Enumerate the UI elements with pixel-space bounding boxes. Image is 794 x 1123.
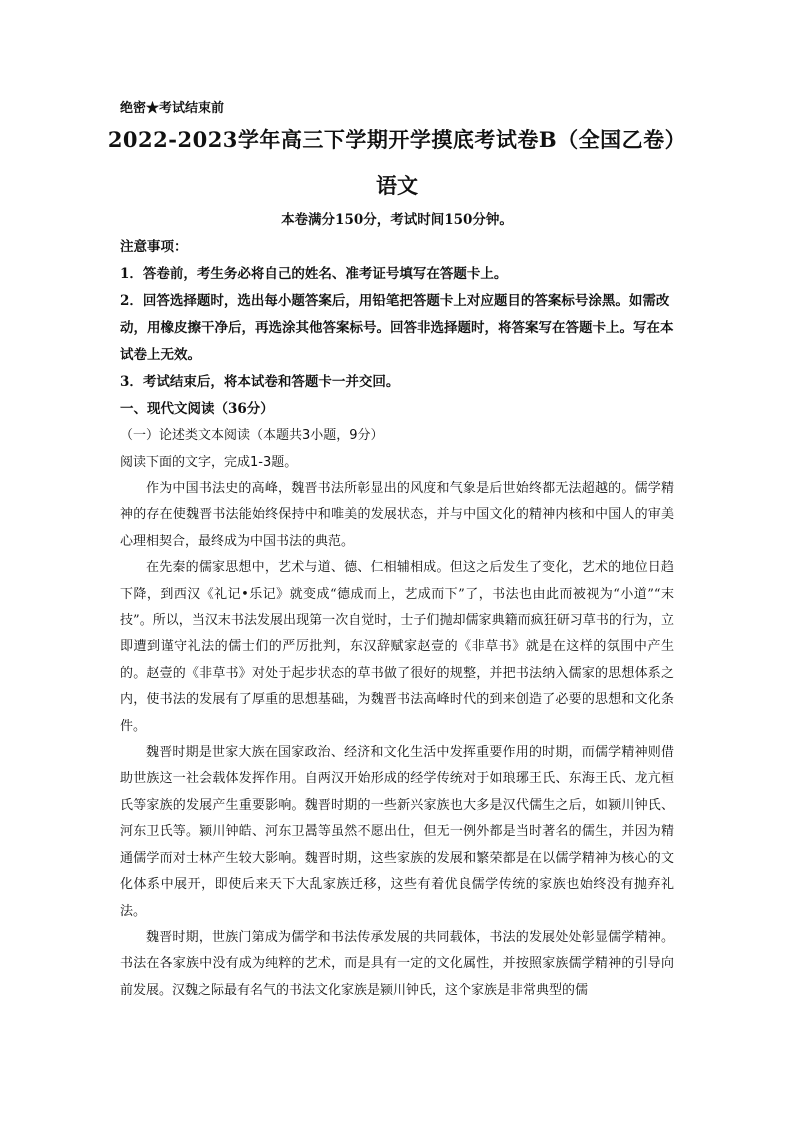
passage-paragraph: 魏晋时期是世家大族在国家政治、经济和文化生活中发挥重要作用的时期，而儒学精神则借助世族这一社会载体发挥作用。自两汉开始形成的经学传统对于如琅琊王氏、东海王氏、龙亢桓氏等家族的发展产生重要影响。魏晋时期的一些新兴家族也大多是汉代儒生之后，如颍川钟氏、河东卫氏等。颍川钟皓、河东卫暠等虽然不愿出仕，但无一例外都是当时著名的儒生，并因为精通儒学而对士林产生较大影响。魏晋时期，这些家族的发展和繁荣都是在以儒学精神为核心的文化体系中展开，即使后来天下大乱家族迁移，这些有着优良儒学传统的家族也始终没有抛弃礼法。 — [120, 745, 674, 919]
notes-heading: 注意事项： — [120, 239, 188, 255]
reading-instruction: 阅读下面的文字，完成1-3题。 — [120, 455, 298, 470]
part-title: 一、现代文阅读（36分） — [120, 401, 274, 417]
passage-paragraph: 在先秦的儒家思想中，艺术与道、德、仁相辅相成。但这之后发生了变化，艺术的地位日趋下降，到西汉《礼记•乐记》就变成“德成而上，艺成而下”了，书法也由此而被视为“小道”“末技”。所以，当汉末书法发展出现第一次自觉时，士子们抛却儒家典籍而疯狂研习草书的行为，立即遭到谨守礼法的儒士们的严厉批判，东汉辞赋家赵壹的《非草书》就是在这样的氛围中产生的。赵壹的《非草书》对处于起步状态的草书做了很好的规整，并把书法纳入儒家的思想体系之内，使书法的发展有了厚重的思想基础，为魏晋书法高峰时代的到来创造了必要的思想和文化条件。 — [120, 560, 674, 734]
section-subtitle: （一）论述类文本阅读（本题共3小题，9分） — [120, 428, 384, 443]
confidential-label: 绝密★考试结束前 — [120, 101, 225, 116]
score-info: 本卷满分150分，考试时间150分钟。 — [281, 212, 513, 228]
notes-block — [120, 234, 680, 396]
notes-item: 1．答卷前，考生务必将自己的姓名、准考证号填写在答题卡上。 — [120, 266, 508, 282]
reading-passage — [120, 476, 674, 1004]
subject-title: 语文 — [376, 173, 418, 198]
notes-item: 3．考试结束后，将本试卷和答题卡一并交回。 — [120, 374, 400, 390]
passage-paragraph: 作为中国书法史的高峰，魏晋书法所彰显出的风度和气象是后世始终都无法超越的。儒学精神的存在使魏晋书法能始终保持中和唯美的发展状态，并与中国文化的精神内核和中国人的审美心理相契合，最终成为中国书法的典范。 — [120, 481, 674, 549]
exam-title: 2022-2023学年高三下学期开学摸底考试卷B（全国乙卷） — [107, 127, 687, 152]
passage-paragraph: 魏晋时期，世族门第成为儒学和书法传承发展的共同载体，书法的发展处处彰显儒学精神。书法在各家族中没有成为纯粹的艺术，而是具有一定的文化属性，并按照家族儒学精神的引导向前发展。汉魏之际最有名气的书法文化家族是颍川钟氏，这个家族是非常典型的儒 — [120, 929, 674, 998]
notes-item: 2．回答选择题时，选出每小题答案后，用铅笔把答题卡上对应题目的答案标号涂黑。如需改动，用橡皮擦干净后，再选涂其他答案标号。回答非选择题时，将答案写在答题卡上。写在本试卷上无效。 — [120, 293, 674, 363]
